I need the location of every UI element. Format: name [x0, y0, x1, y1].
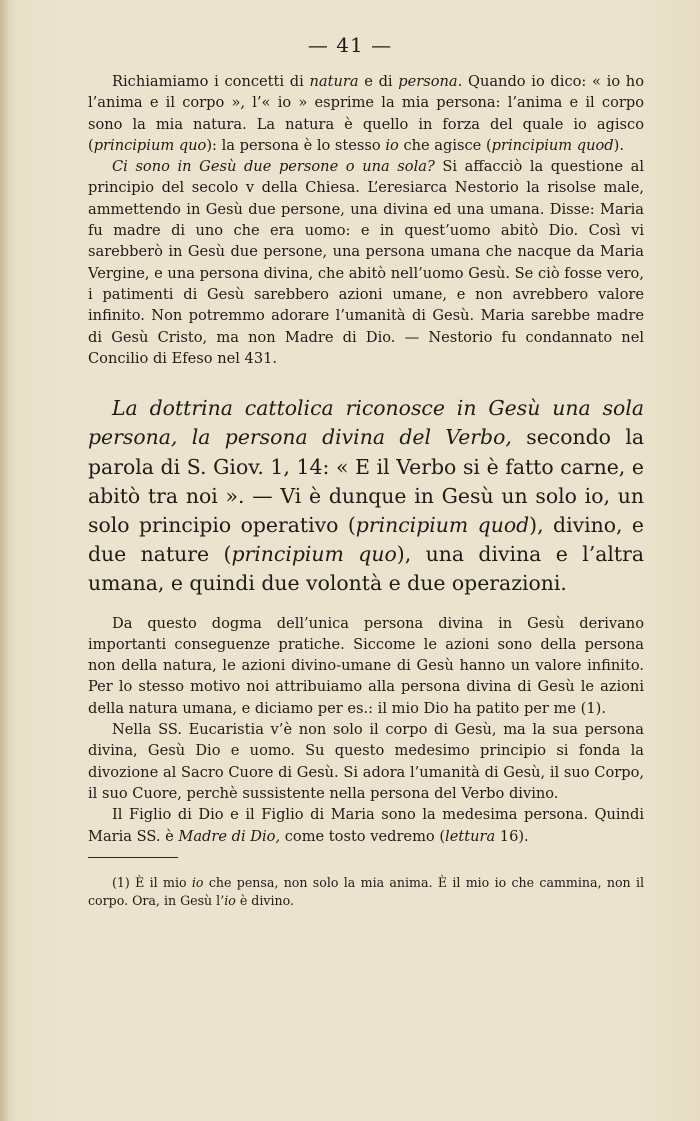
footnote-rule [88, 857, 178, 858]
paragraph-1: Richiamiamo i concetti di natura e di persona. Quando io dico: « io ho l’anima e il corpo », l’« io » esprime la mia persona: l’anima e il corpo sono la mia natura. La natura è quello in forza del quale io agisco (principium quo): la persona è lo stesso io che agisce (principium quod). [88, 73, 644, 154]
main-text [88, 71, 644, 847]
page-number: — 41 — [307, 33, 393, 57]
paragraph-5: Il Figlio di Dio e il Figlio di Maria sono la medesima persona. Quindi Maria SS. è Madre di Dio, come tosto vedremo (lettura 16). [88, 806, 644, 845]
paragraph-2: Ci sono in Gesù due persone o una sola? Si affacciò la questione al principio del secolo v della Chiesa. L’eresiarca Nestorio la risolse male, ammettendo in Gesù due persone, una divina ed una umana. Disse: Maria fu madre di uno che era uomo: e in quest’uomo abitò Dio. Così vi sarebberò in Gesù due persone, una persona umana che nacque da Maria Vergine, e una persona divina, che abitò nell’uomo Gesù. Se ciò fosse vero, i patimenti di Gesù sarebbero azioni umane, e non avrebbero valore infinito. Non potremmo adorare l’umanità di Gesù. Maria sarebbe madre di Gesù Cristo, ma non Madre di Dio. — Nestorio fu condannato nel Concilio di Efeso nel 431. [88, 158, 644, 367]
paragraph-4: Nella SS. Eucaristia v’è non solo il corpo di Gesù, ma la sua persona divina, Gesù Dio e uomo. Su questo medesimo principio si fonda la divozione al Sacro Cuore di Gesù. Si adora l’umanità di Gesù, il suo Corpo, il suo Cuore, perchè sussistente nella persona del Verbo divino. [88, 721, 644, 802]
footnote: (1) È il mio io che pensa, non solo la mia anima. È il mio io che cammina, non il corpo. Ora, in Gesù l’io è divino. [88, 875, 645, 909]
doctrine-paragraph: La dottrina cattolica riconosce in Gesù una sola persona, la persona divina del Verbo, secondo la parola di S. Giov. 1, 14: « E il Verbo si è fatto carne, e abitò tra noi ». — Vi è dunque in Gesù un solo io, un solo principio operativo (principium quod), divino, e due nature (principium quo), una divina e l’altra umana, e quindi due volontà e due operazioni. [88, 396, 645, 596]
paragraph-3: Da questo dogma dell’unica persona divina in Gesù derivano importanti conseguenze pratiche. Siccome le azioni sono della persona non della natura, le azioni divino-umane di Gesù hanno un valore infinito. Per lo stesso motivo noi attribuiamo alla persona divina di Gesù le azioni della natura umana, e diciamo per es.: il mio Dio ha patito per me (1). [88, 614, 644, 717]
page-edge [0, 0, 8, 1121]
